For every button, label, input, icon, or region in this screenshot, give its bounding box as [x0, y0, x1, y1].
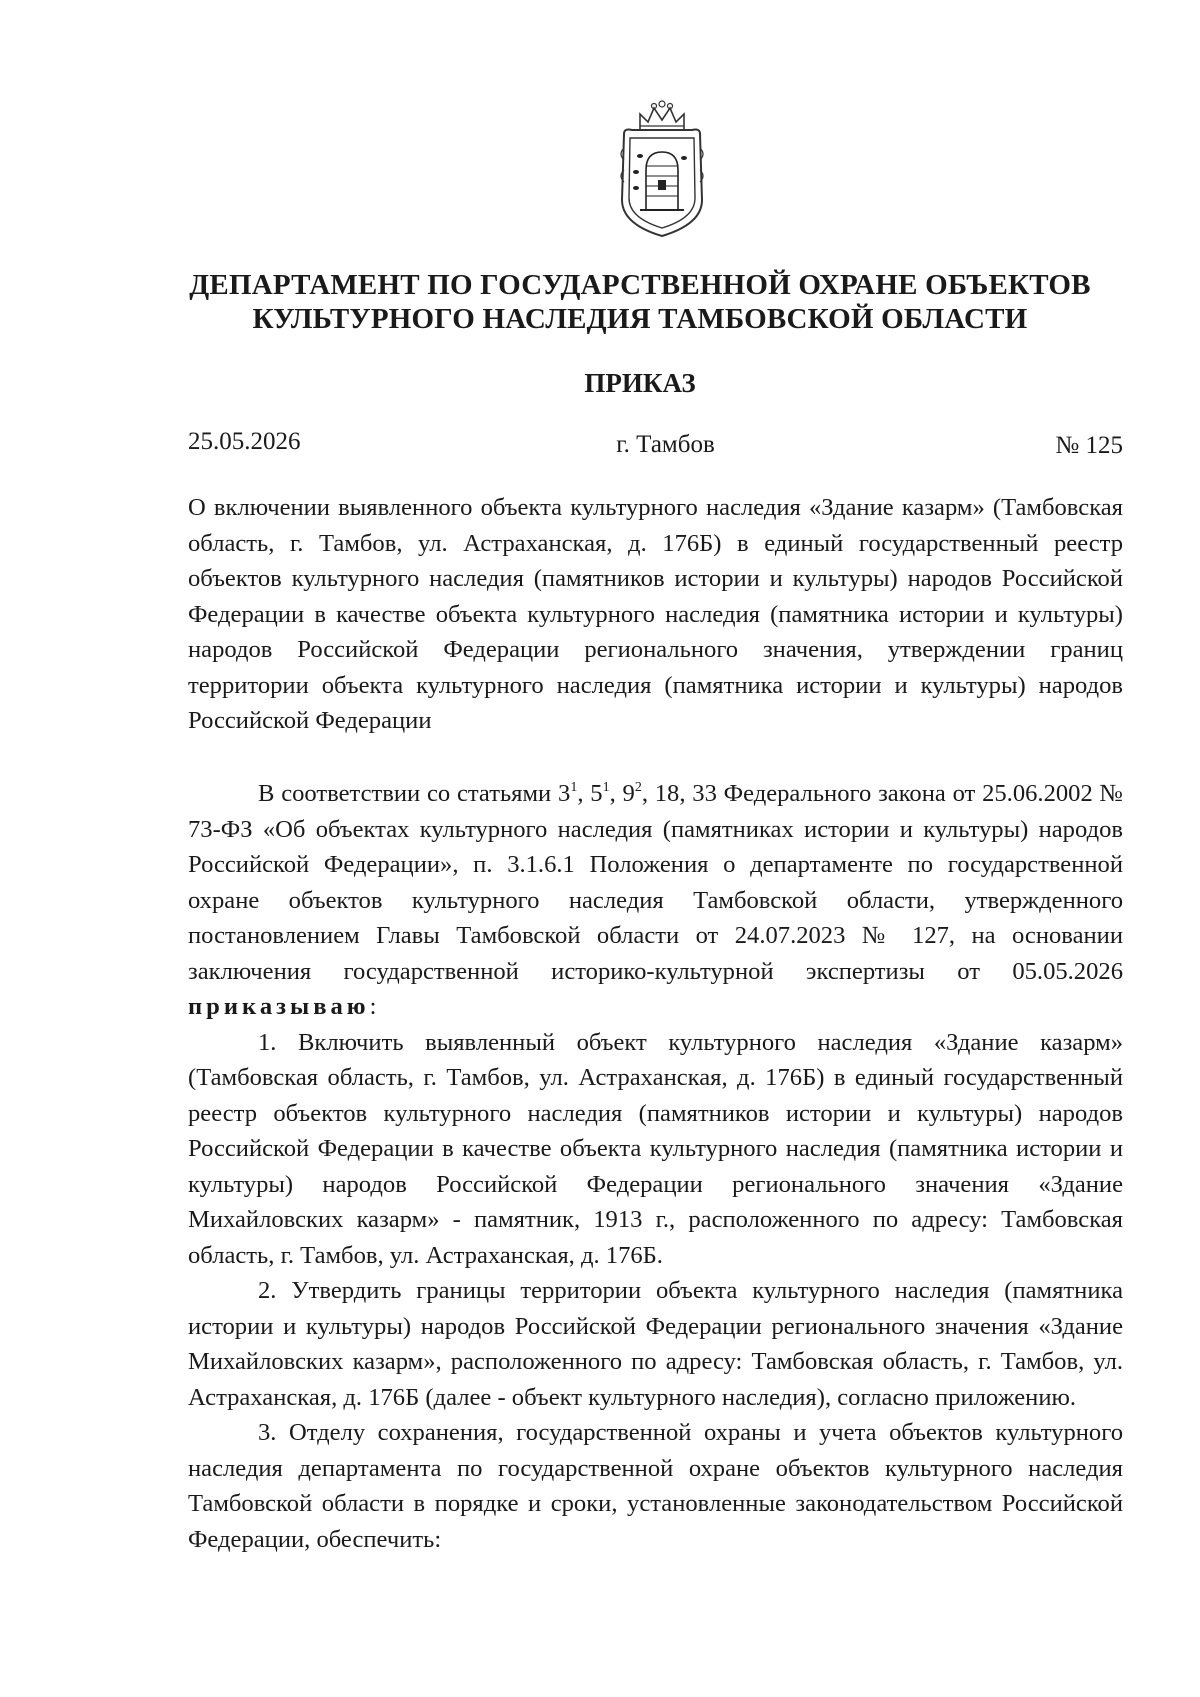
order-subject: О включении выявленного объекта культурного наследия «Здание казарм» (Тамбовская область, г. Тамбов, ул. Астраханская, д. 176Б) в единый государственный реестр объектов культурного наследия (памятников истории и культуры) народов Российской Федерации в качестве объекта культурного наследия (памятника истории и культуры) народов Российской Федерации регионального значения, утверждении границ территории объекта культурного наследия (памятника истории и культуры) народов Российской Федерации: [188, 494, 1123, 734]
preamble-paragraph: [188, 776, 1123, 1025]
article-superscript: 1: [602, 780, 610, 795]
order-city: г. Тамбов: [616, 431, 715, 458]
article-superscript: 2: [634, 780, 642, 795]
preamble-text: , 5: [577, 780, 603, 807]
department-header-line2: КУЛЬТУРНОГО НАСЛЕДИЯ ТАМБОВСКОЙ ОБЛАСТИ: [252, 303, 1028, 335]
order-item-2: 2. Утвердить границы территории объекта культурного наследия (памятника истории и культуры) народов Российской Федерации регионального значения «Здание Михайловских казарм», расположенного по адресу: Тамбовская область, г. Тамбов, ул. Астраханская, д. 176Б (далее - объект культурного наследия), согласно приложению.: [188, 1277, 1123, 1411]
order-item-3: 3. Отделу сохранения, государственной охраны и учета объектов культурного наследия департамента по государственной охране объектов культурного наследия Тамбовской области в порядке и сроки, установленные законодательством Российской Федерации, обеспечить:: [188, 1419, 1123, 1553]
order-date: 25.05.2026: [188, 428, 301, 455]
order-title: ПРИКАЗ: [584, 368, 696, 398]
order-verb: приказываю: [188, 993, 370, 1020]
order-meta: [188, 428, 1123, 462]
coat-of-arms-icon: [610, 100, 714, 240]
preamble-text: В соответствии со статьями 3: [258, 780, 571, 807]
preamble-text: , 18, 33 Федерального закона от 25.06.2002 № 73-ФЗ «Об объектах культурного наследия (памятниках истории и культуры) народов Российской Федерации», п. 3.1.6.1 Положения о департаменте по государственной охране объектов культурного наследия Тамбовской области, утвержденного постановлением Главы Тамбовской области от 24.07.2023 № 127, на основании заключения государственной историко-культурной экспертизы от 05.05.2026: [188, 780, 1124, 985]
department-header: [180, 268, 1100, 336]
preamble-end: :: [369, 993, 377, 1020]
department-header-line1: ДЕПАРТАМЕНТ ПО ГОСУДАРСТВЕННОЙ ОХРАНЕ ОБЪЕКТОВ: [189, 269, 1091, 301]
order-item-1: 1. Включить выявленный объект культурного наследия «Здание казарм» (Тамбовская область, г. Тамбов, ул. Астраханская, д. 176Б) в единый государственный реестр объектов культурного наследия (памятников истории и культуры) народов Российской Федерации в качестве объекта культурного наследия (памятника истории и культуры) народов Российской Федерации регионального значения «Здание Михайловских казарм» - памятник, 1913 г., расположенного по адресу: Тамбовская область, г. Тамбов, ул. Астраханская, д. 176Б.: [188, 1028, 1123, 1269]
article-superscript: 1: [570, 780, 578, 795]
order-body: [188, 776, 1123, 1557]
order-number: № 125: [1055, 432, 1123, 459]
preamble-text: , 9: [609, 780, 635, 807]
